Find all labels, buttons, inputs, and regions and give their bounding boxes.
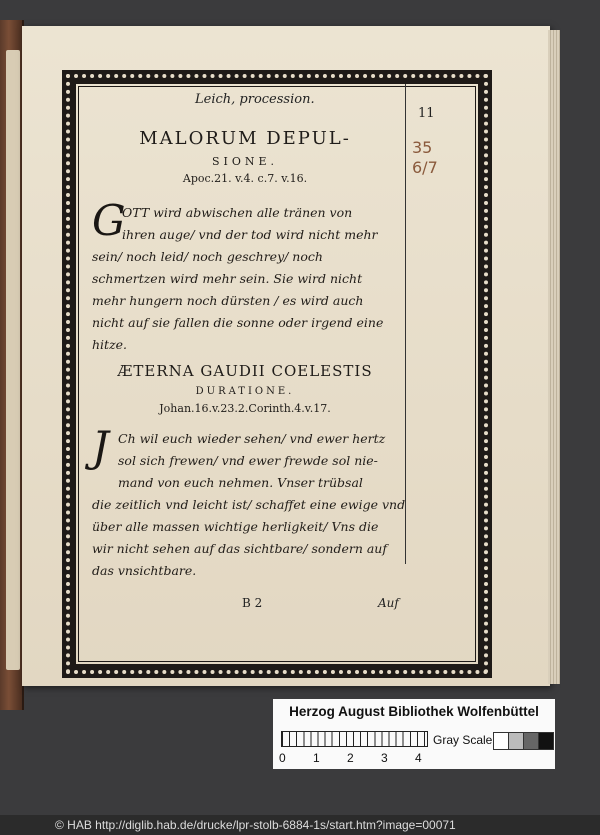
paragraph-line: nicht auf sie fallen die sonne oder irgend eine (92, 315, 384, 330)
gray-swatch (493, 732, 509, 750)
paragraph-line: ihren auge/ vnd der tod wird nicht mehr (122, 227, 378, 242)
heading2-line1: ÆTERNA GAUDII COELESTIS (117, 362, 373, 380)
library-name: Herzog August Bibliothek Wolfenbüttel (289, 704, 539, 719)
paragraph-line: mand von euch nehmen. Vnser trübsal (118, 475, 363, 490)
ruler-number: 1 (313, 751, 320, 765)
paragraph-line: mehr hungern noch dürsten / es wird auch (92, 293, 364, 308)
heading1-reference: Apoc.21. v.4. c.7. v.16. (182, 172, 308, 185)
heading1-line1: MALORUM DEPUL- (139, 128, 351, 149)
paragraph1 (92, 202, 404, 356)
drop-cap-initial: G (92, 196, 126, 245)
scale-ruler (281, 731, 428, 747)
paragraph-line: das vnsichtbare. (92, 563, 197, 578)
gray-swatch (523, 732, 539, 750)
paragraph-line: sein/ noch leid/ noch geschrey/ noch (92, 249, 323, 264)
library-label (273, 699, 555, 769)
heading2-reference: Johan.16.v.23.2.Corinth.4.v.17. (159, 402, 331, 415)
gray-swatch (508, 732, 524, 750)
ruler-number: 3 (381, 751, 388, 765)
paragraph-line: Ch wil euch wieder sehen/ vnd ewer hertz (118, 431, 386, 446)
ruler-number: 4 (415, 751, 422, 765)
margin-rule (405, 84, 406, 564)
drop-cap-initial: J (92, 422, 109, 471)
signature-mark: B 2 (242, 596, 263, 610)
paragraph-line: die zeitlich vnd leicht ist/ schaffet eine ewige vnd (92, 497, 406, 512)
paragraph2 (92, 428, 404, 582)
paragraph-line: schmertzen wird mehr sein. Sie wird nicht (92, 271, 363, 286)
heading2-line2: DURATIONE. (195, 386, 295, 397)
page-edges (548, 30, 560, 684)
ruler-number: 0 (279, 751, 286, 765)
paragraph-line: wir nicht sehen auf das sichtbare/ sondern auf (92, 541, 387, 556)
paragraph-line: sol sich frewen/ vnd ewer frewde sol nie- (118, 453, 378, 468)
running-head: Leich, procession. (195, 92, 315, 107)
paragraph-line: hitze. (92, 337, 128, 352)
heading1-line2: SIONE. (211, 155, 279, 168)
adjacent-page-edge (6, 50, 20, 670)
gray-scale-label: Gray Scale (433, 733, 493, 747)
ruler-number: 2 (347, 751, 354, 765)
paragraph-line: OTT wird abwischen alle tränen von (122, 205, 353, 220)
page-number: 11 (418, 106, 435, 121)
adjacent-book-edge (0, 20, 24, 710)
catchword: Auf (378, 596, 399, 610)
gray-swatch (538, 732, 554, 750)
copyright-footer: © HAB http://diglib.hab.de/drucke/lpr-stolb-6884-1s/start.htm?image=00071 (0, 815, 600, 835)
paragraph-line: über alle massen wichtige herligkeit/ Vns die (92, 519, 379, 534)
pencil-note: 35 6/7 (412, 138, 438, 177)
